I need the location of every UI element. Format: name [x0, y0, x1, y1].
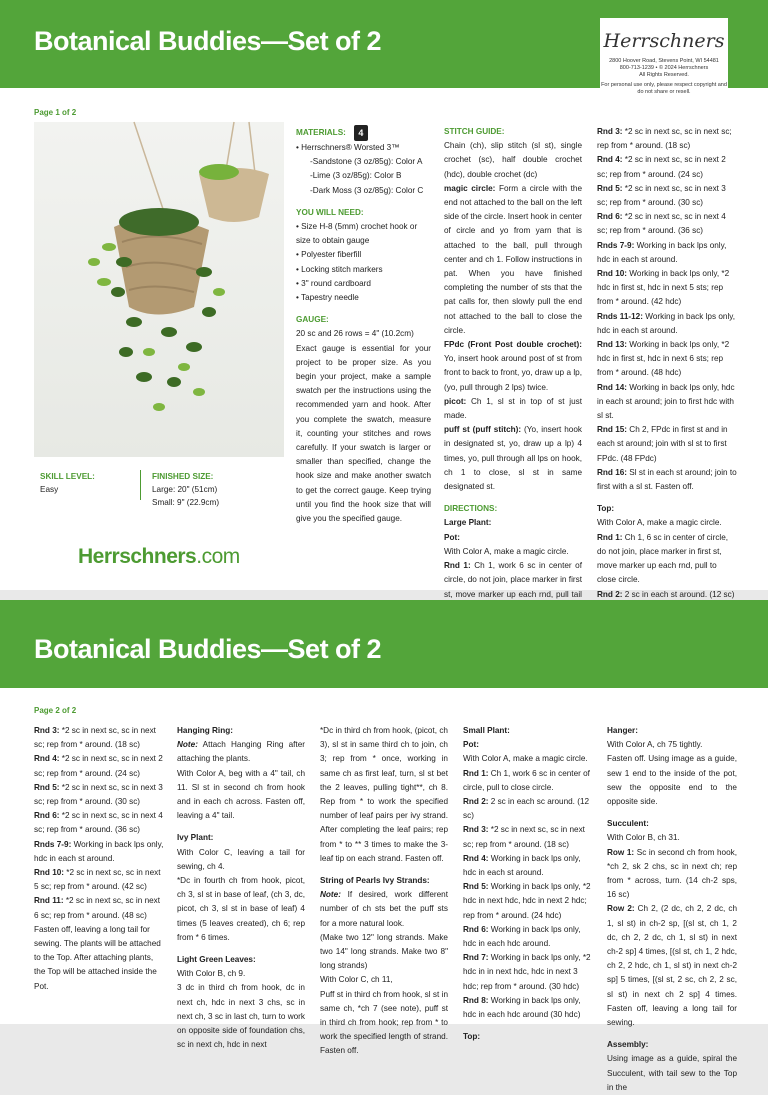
rnd-term: Rnd 6:	[463, 924, 489, 934]
rnd-term: Rnd 16:	[597, 467, 628, 477]
skill-level-block	[40, 470, 95, 496]
rnd-term: Rnd 3:	[34, 726, 60, 735]
rnd-text: Working in back lps only, *2 hdc in in next hdc, hdc in next 3 hdc; rep from * around. (30 hdc)	[463, 953, 591, 991]
rnd-term: Rnd 5:	[34, 782, 60, 792]
rnd-text: *2 sc in next sc, sc in next 6 sc; rep from * around. (48 sc)	[34, 896, 161, 920]
succulent-intro: With Color B, ch 31.	[607, 833, 680, 843]
rnd-term: Rnd 2:	[463, 797, 489, 807]
rnd-text: *2 sc in next sc, sc in next 5 sc; rep from * around. (42 sc)	[34, 868, 161, 892]
instruction-row	[34, 838, 164, 866]
need-label: YOU WILL NEED:	[296, 207, 364, 217]
guide-def: Yo, insert hook around post of st from front to back to front, yo, draw up a lp, (yo, pull through 2 lps) twice.	[444, 354, 582, 392]
rnd-term: Rnd 7:	[463, 953, 489, 963]
ivy-intro: With Color C, leaving a tail for sewing, ch 4.	[177, 847, 305, 871]
title-banner	[0, 600, 768, 688]
rnd-text: Working in back lps only, *2 hdc in next hdc, hdc in next 2 hdc; rep from * around. (24 hdc)	[463, 882, 591, 920]
logo-box	[600, 18, 728, 114]
skill-level-label: SKILL LEVEL:	[40, 472, 95, 481]
leaf-text: *Dc in third ch from hook, (picot, ch 3), sl st in same third ch to join, ch 3; rep from * once, working in same ch as first leaf, turn, sl st bet the 2 leaves, pulling tight**, ch 8. Rep from * to work the specified number of leaf pairs per ivy strand. After completing the leaf pairs; rep from * to ** 3 times to make the 3-leaf tip on each strand. Fasten off.	[320, 726, 448, 863]
instruction-row	[34, 724, 164, 752]
instruction-row	[34, 894, 164, 922]
rnd-term: Rnd 15:	[597, 425, 628, 435]
instruction-row	[463, 994, 591, 1022]
rnd-term: Rnd 1:	[444, 561, 471, 571]
right-column	[597, 125, 737, 602]
instruction-row	[34, 809, 164, 837]
pearls-label: String of Pearls Ivy Strands:	[320, 876, 430, 886]
rnd-term: Rnd 10:	[34, 868, 65, 878]
note-term: Note:	[177, 740, 198, 750]
pearls-make: (Make two 12" long strands. Make two 14" long strands. Make two 8" long strands)	[320, 932, 448, 971]
top-label: Top:	[597, 504, 615, 514]
stitch-guide-column	[444, 125, 582, 644]
rnd-term: Rnd 8:	[463, 995, 489, 1005]
hanger-text: Fasten off. Using image as a guide, sew 1 end to the inside of the pot, sew the opposite end to the opposite side.	[607, 754, 737, 807]
gauge-value: 20 sc and 26 rows = 4" (10.2cm)	[296, 329, 414, 339]
hanging-text: With Color A, beg with a 4" tail, ch 11. Sl st in second ch from hook and in each ch across. Fasten off, leaving a 4" tail.	[177, 768, 305, 821]
rnd-text: *2 sc in next sc, sc in next 4 sc; rep from * around. (36 sc)	[597, 212, 726, 236]
brand-url[interactable]	[78, 545, 240, 569]
instruction-row	[597, 267, 737, 310]
note-text: Attach Hanging Ring after attaching the plants.	[177, 740, 305, 764]
finished-size-block	[152, 470, 219, 509]
assembly-text: Using image as a guide, spiral the Succulent, with tail sew to the Top in the	[607, 1054, 737, 1092]
rnd-text: *2 sc in next sc, sc in next 3 sc; rep from * around. (30 sc)	[597, 183, 726, 208]
need-item: • Locking stitch markers	[296, 264, 383, 274]
logo-phone: 800-713-1239 • © 2024 Herrschners	[619, 65, 709, 71]
instruction-row	[463, 795, 591, 823]
row-text: Ch 2, (2 dc, ch 2, 2 dc, ch 1, sl st) in ch-2 sp, [(sl st, ch 1, 2 dc, ch 2, 2 dc, ch 1, sl st) in next ch-2 sp] 4 times, [(sl st, ch 1, 2 hdc, ch 2, 2 hdc, ch 1, sl st) in next ch-2 sp] 5 times, [(sl st, 2 sc, ch 2, 2 sc, sl st) in next ch 2 sp] 4 times. Fasten off, leaving a long tail for sewing.	[607, 904, 737, 1028]
material-item: -Dark Moss (3 oz/85g): Color C	[310, 185, 424, 195]
ivy-text: *Dc in fourth ch from hook, picot, ch 3, sl st in base of leaf, (ch 3, dc, picot, ch 3, sl st in base of leaf) 4 times (5 leaves created), ch 6; rep from * 6 times.	[177, 876, 305, 942]
rnd-term: Rnd 1:	[463, 768, 489, 778]
material-item: -Lime (3 oz/85g): Color B	[310, 171, 402, 181]
rnd-text: Working in back lps only, hdc in each st around.	[34, 839, 164, 863]
instruction-row	[463, 767, 591, 795]
rnd-text: Working in back lps only, hdc in each st around.	[463, 853, 581, 878]
rnd-term: Rnds 11-12:	[597, 311, 643, 321]
col1-end: Fasten off, leaving a long tail for sewing. The plants will be attached to the Top. After attaching plants, the Top will be attached inside the Pot.	[34, 924, 161, 991]
need-item: • 3" round cardboard	[296, 278, 371, 288]
guide-term: magic circle:	[444, 183, 496, 193]
rnd-text: Working in back lps only, hdc in each hdc around.	[463, 924, 581, 949]
pot-intro: With Color A, make a magic circle.	[444, 546, 569, 556]
guide-term: puff st (puff stitch):	[444, 425, 522, 435]
rnd-term: Rnd 5:	[463, 882, 489, 892]
material-item: • Herrschners® Worsted 3™	[296, 143, 400, 152]
brand-name: Herrschners	[78, 545, 197, 568]
gauge-text: Exact gauge is essential for your project to be proper size. As you begin your project, make a sample swatch per the instructions using the recommended yarn and hook. After you complete the swatch, measure it, counting your stitches and rows carefully. If your swatch is larger or smaller than specified, change the hook size and make another swatch to get the correct gauge. Keep trying until you find the hook size that will give you the specified gauge.	[296, 343, 431, 524]
page-number: Page 2 of 2	[34, 706, 77, 715]
instruction-row	[34, 752, 164, 780]
rnd-term: Rnd 11:	[34, 896, 64, 906]
instruction-row	[597, 310, 737, 338]
row-term: Row 1:	[607, 847, 635, 857]
need-item: • Polyester fiberfill	[296, 250, 362, 260]
hanging-plants-illustration	[34, 122, 284, 457]
assembly-label: Assembly:	[607, 1040, 649, 1050]
rnd-text: Working in back lps only, hdc in each st around; join to first hdc with sl st.	[597, 382, 735, 421]
rnd-text: Sl st in each st around; join to first with a sl st. Fasten off.	[597, 467, 737, 492]
rnd-text: *2 sc in next sc, sc in next sc; rep from * around. (18 sc)	[597, 127, 732, 151]
column-1	[34, 724, 164, 994]
rnd-text: Ch 2, FPdc in first st and in each st around; join with sl st to first FPdc. (48 FPdc)	[597, 425, 728, 463]
column-5	[607, 724, 737, 1095]
need-item: • Tapestry needle	[296, 293, 359, 303]
large-plant-label: Large Plant:	[444, 518, 492, 528]
rnd-term: Rnd 6:	[597, 212, 623, 222]
yarn-weight-icon: 4	[354, 125, 368, 141]
product-photo	[34, 122, 284, 457]
rnd-term: Rnd 4:	[34, 754, 60, 764]
top-label: Top:	[463, 1032, 481, 1042]
instruction-row	[597, 423, 737, 466]
guide-def: Form a circle with the end not attached to the ball on the left side of the circle. Insert hook in center of circle and yo from yarn that is attached to the ball, pull through center and ch 1. Follow instructions in pat. When you have finished completing the number of sts that the pat calls for, then slowly pull the end not attached to the ball to close the circle.	[444, 183, 583, 335]
page-number: Page 1 of 2	[34, 108, 77, 117]
size-large: Large: 20" (51cm)	[152, 485, 218, 494]
rnd-text: Working in back lps only, hdc in each st around.	[597, 240, 727, 264]
rnd-text: Working in back lps only, hdc in each st around.	[597, 311, 736, 335]
instruction-row	[597, 338, 737, 381]
rnd-text: Ch 1, 6 sc in center of circle, do not join, place marker in first st, move marker up each rnd, pull to close circle.	[597, 532, 729, 585]
logo-note: For personal use only, please respect copyright and do not share or resell.	[601, 82, 727, 95]
hanging-ring-label: Hanging Ring:	[177, 726, 233, 735]
instruction-row	[34, 781, 164, 809]
directions-label: DIRECTIONS:	[444, 504, 498, 514]
rnd-text: *2 sc in next sc, sc in next sc; rep from * around. (18 sc)	[34, 726, 156, 750]
finished-size-label: FINISHED SIZE:	[152, 472, 214, 481]
rnd-term: Rnd 1:	[597, 532, 623, 542]
rnd-text: Working in back lps only, hdc in each hdc around (30 hdc)	[463, 995, 581, 1020]
pearls-intro: With Color C, ch 11,	[320, 975, 393, 985]
rnd-text: Ch 1, work 6 sc in center of circle, pull to close circle.	[463, 768, 590, 792]
rnd-term: Rnds 7-9:	[597, 240, 635, 250]
column-2	[177, 724, 305, 1052]
page-title: Botanical Buddies—Set of 2	[34, 634, 382, 664]
instruction-row	[597, 381, 737, 424]
ivy-label: Ivy Plant:	[177, 833, 214, 843]
instruction-row	[597, 210, 737, 238]
rnd-text: 2 sc in each sc around. (12 sc)	[463, 797, 590, 821]
rnd-term: Rnd 3:	[597, 127, 623, 136]
guide-intro: Chain (ch), slip stitch (sl st), single crochet (sc), half double crochet (hdc), double crochet (dc)	[444, 141, 582, 179]
rnd-term: Rnds 7-9:	[34, 839, 72, 849]
instruction-row	[463, 923, 591, 951]
instruction-row	[463, 880, 591, 923]
page-2	[0, 600, 768, 1092]
guide-def: Ch 1, sl st in top of st just made.	[444, 396, 582, 421]
rounds-list	[597, 125, 737, 494]
instruction-row	[463, 951, 591, 994]
rnd-text: Working in back lps only, *2 hdc in first st, hdc in next 5 sts; rep from * around. (42 hdc)	[597, 269, 730, 307]
divider	[140, 470, 141, 500]
instruction-row	[597, 466, 737, 494]
instruction-row	[597, 182, 737, 210]
rounds-list	[34, 724, 164, 923]
hanger-intro: With Color A, ch 75 tightly.	[607, 740, 703, 750]
row-text: Sc in second ch from hook, *ch 2, sk 2 chs, sc in next ch; rep from * across, turn. (14 ch-2 sps, 16 sc)	[607, 847, 738, 900]
succulent-label: Succulent:	[607, 819, 649, 829]
instruction-row	[34, 866, 164, 894]
small-intro: With Color A, make a magic circle.	[463, 754, 588, 764]
logo-address: 2800 Hoover Road, Stevens Point, WI 54481	[609, 58, 719, 64]
rnd-text: *2 sc in next sc, sc in next 4 sc; rep from * around. (36 sc)	[34, 811, 163, 835]
guide-term: picot:	[444, 396, 467, 406]
materials-label: MATERIALS:	[296, 128, 346, 138]
rnd-text: *2 sc in next sc, sc in next 3 sc; rep from * around. (30 sc)	[34, 782, 163, 807]
instruction-row	[463, 852, 591, 880]
material-item: -Sandstone (3 oz/85g): Color A	[310, 157, 423, 167]
rnd-term: Rnd 2:	[597, 589, 623, 599]
instruction-row	[597, 239, 737, 267]
rnd-term: Rnd 14:	[597, 382, 628, 392]
rnd-term: Rnd 4:	[463, 853, 489, 863]
pearls-text: Puff st in third ch from hook, sl st in same ch, *ch 7 (see note), puff st in third ch from hook; rep from * to work the specified length of strand. Fasten off.	[320, 989, 448, 1056]
guide-term: FPdc (Front Post double crochet):	[444, 340, 582, 350]
hanger-label: Hanger:	[607, 726, 638, 735]
rnd-term: Rnd 3:	[463, 825, 489, 835]
skill-level-value: Easy	[40, 485, 59, 494]
need-item: • Size H-8 (5mm) crochet hook or size to obtain gauge	[296, 222, 418, 246]
instruction-row	[463, 823, 591, 851]
rnd-text: *2 sc in next sc, sc in next sc; rep from * around. (18 sc)	[463, 825, 585, 849]
pot-label: Pot:	[444, 532, 460, 542]
light-green-leaves-label: Light Green Leaves:	[177, 955, 256, 965]
rnd-text: Working in back lps only, *2 hdc in first st, hdc in next 6 sts; rep from * around. (48 hdc)	[597, 340, 730, 378]
rnd-term: Rnd 10:	[597, 269, 628, 279]
stitch-guide-label: STITCH GUIDE:	[444, 127, 505, 136]
logo: Herrschners	[603, 30, 725, 52]
rnd-term: Rnd 13:	[597, 340, 628, 350]
instruction-row	[597, 125, 737, 153]
rnd-text: 2 sc in each st around. (12 sc)	[622, 589, 735, 599]
column-3	[320, 724, 448, 1059]
lg-text: 3 dc in third ch from hook, dc in next ch, hdc in next 3 chs, sc in next ch, 3 sc in last ch, turn to work on opposite side of foundation chs, sc in next ch, hdc in next	[177, 983, 305, 1050]
rounds-list	[463, 767, 591, 1023]
guide-def: (Yo, insert hook in designated st, yo, draw up a lp) 4 times, yo, pull through all lps on hook, ch 1 to close, sl st in same designated st.	[444, 425, 582, 492]
rnd-term: Rnd 5:	[597, 183, 623, 193]
lg-intro: With Color B, ch 9.	[177, 969, 246, 979]
note-text: If desired, work different number of ch sts bet the puff sts for a more natural look.	[320, 890, 448, 928]
brand-suffix: .com	[196, 545, 240, 568]
instruction-row	[597, 153, 737, 181]
row-term: Row 2:	[607, 904, 635, 914]
page-title: Botanical Buddies—Set of 2	[34, 26, 382, 56]
rnd-text: *2 sc in next sc, sc in next 2 sc; rep from * around. (24 sc)	[34, 754, 163, 778]
column-4	[463, 724, 591, 1044]
top-intro: With Color A, make a magic circle.	[597, 518, 722, 528]
logo-rights: All Rights Reserved.	[639, 72, 689, 78]
note-term: Note:	[320, 890, 341, 900]
rnd-term: Rnd 4:	[597, 155, 623, 165]
size-small: Small: 9" (22.9cm)	[152, 498, 220, 507]
materials-column	[296, 125, 431, 526]
pot-label: Pot:	[463, 740, 479, 750]
rnd-term: Rnd 6:	[34, 811, 60, 821]
small-plant-label: Small Plant:	[463, 726, 510, 735]
rnd-text: *2 sc in next sc, sc in next 2 sc; rep from * around. (24 sc)	[597, 155, 726, 179]
gauge-label: GAUGE:	[296, 315, 329, 325]
rnd-text: Ch 1, work 6 sc in center of circle, do not join, place marker in first st, move marker up each rnd, pull tail	[444, 561, 582, 599]
